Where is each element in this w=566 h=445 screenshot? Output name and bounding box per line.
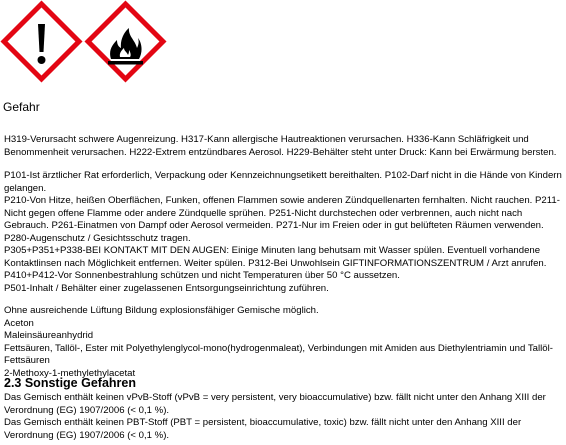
text-line: Verordnung (EG) 1907/2006 (< 0,1 %). xyxy=(4,404,170,416)
text-line: Kontaktlinsen nach Möglichkeit entfernen. Weiter spülen. P312-Bei Unwohlsein GIFTINFORMATIONSZENTRUM / Arzt anrufen. xyxy=(4,257,547,269)
text-line: Gebrauch. P261-Einatmen von Dampf oder Aerosol vermeiden. P271-Nur im Freien oder in gut belüfteten Räumen verwenden. xyxy=(4,220,544,231)
text-line: Maleinsäureanhydrid xyxy=(4,330,94,341)
text-line: 2-Methoxy-1-methylethylacetat xyxy=(4,367,136,379)
text-line: Das Gemisch enthält keinen vPvB-Stoff (vPvB = very persistent, very bioaccumulative) bzw. fällt nicht unter den Anhang XIII der xyxy=(4,392,546,403)
text-line: Ohne ausreichende Lüftung Bildung explosionsfähiger Gemische möglich. xyxy=(4,305,319,316)
ghs-pictograms xyxy=(0,0,200,100)
text-line: Nicht gegen offene Flamme oder andere Zündquelle sprühen. P251-Nicht durchstechen oder verbrennen, auch nicht nach xyxy=(4,207,523,219)
text-line: P501-Inhalt / Behälter einer zugelassenen Entsorgungseinrichtung zuführen. xyxy=(4,282,329,294)
flame-icon xyxy=(88,4,163,79)
section-title: 2.3 Sonstige Gefahren xyxy=(4,376,136,390)
text-line: P101-Ist ärztlicher Rat erforderlich, Verpackung oder Kennzeichnungsetikett bereithalten. P102-Darf nicht in die Hände von Kindern xyxy=(4,170,562,181)
text-line: P280-Augenschutz / Gesichtsschutz tragen. xyxy=(4,232,191,244)
text-line: gelangen. xyxy=(4,182,47,194)
text-line: Verordnung (EG) 1907/2006 (< 0,1 %). xyxy=(4,429,170,441)
text-line: P305+P351+P338-BEI KONTAKT MIT DEN AUGEN: Einige Minuten lang behutsam mit Wasser spülen. Eventuell vorhandene xyxy=(4,245,541,256)
text-line: Aceton xyxy=(4,317,34,329)
text-line: H319-Verursacht schwere Augenreizung. H317-Kann allergische Hautreaktionen verursachen. H336-Kann Schläfrigkeit und xyxy=(4,134,529,145)
text-line: Fettsäuren xyxy=(4,355,50,366)
text-line: Benommenheit verursachen. H222-Extrem entzündbares Aerosol. H229-Behälter steht unter Druck: Kann bei Erwärmung bersten. xyxy=(4,146,557,158)
text-line: P410+P412-Vor Sonnenbestrahlung schützen und nicht Temperaturen über 50 °C aussetzen. xyxy=(4,270,400,281)
text-line: Das Gemisch enthält keinen PBT-Stoff (PBT = persistent, bioaccumulative, toxic) bzw. fällt nicht unter den Anhang XIII der xyxy=(4,417,522,428)
text-line: Fettsäuren, Tallöl-, Ester mit Polyethylenglycol-mono(hydrogenmaleat), Verbindungen mit Amiden aus Diethylentriamin und Tallöl- xyxy=(4,342,553,354)
text-line: P210-Von Hitze, heißen Oberflächen, Funken, offenen Flammen sowie anderen Zündquellenarten fernhalten. Nicht rauchen. P211- xyxy=(4,195,560,206)
signal-word: Gefahr xyxy=(3,100,40,114)
exclamation-mark-icon xyxy=(4,4,79,79)
